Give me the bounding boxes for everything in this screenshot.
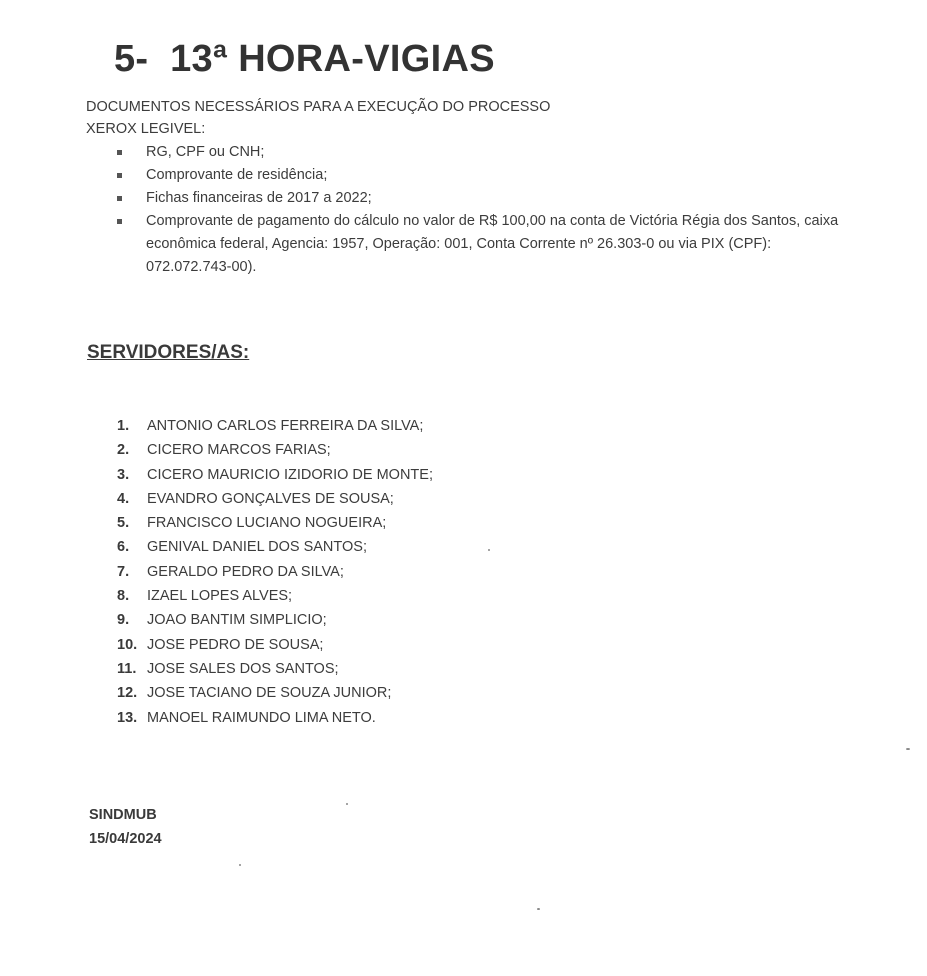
servidor-name: FRANCISCO LUCIANO NOGUEIRA; [147, 515, 387, 532]
item-number: 10. [117, 636, 138, 653]
item-number: 13. [117, 709, 138, 726]
square-bullet-icon [117, 196, 122, 201]
servidor-name: ANTONIO CARLOS FERREIRA DA SILVA; [147, 418, 424, 434]
item-number: 5. [117, 515, 130, 532]
item-number: 2. [117, 442, 130, 459]
scan-speck [488, 549, 490, 551]
requirement-text: RG, CPF ou CNH; [146, 144, 265, 160]
requirements-list [116, 141, 856, 279]
item-number: 8. [117, 588, 130, 605]
section-heading-servidores: SERVIDORES/AS: [87, 342, 250, 363]
servidor-name: IZAEL LOPES ALVES; [147, 588, 293, 605]
item-number: 3. [117, 466, 130, 483]
signature-org: SINDMUB [89, 807, 157, 823]
list-item [117, 535, 433, 559]
servidor-name: CICERO MARCOS FARIAS; [147, 442, 331, 459]
requirement-item [116, 210, 856, 279]
servidor-name: JOSE TACIANO DE SOUZA JUNIOR; [147, 685, 392, 702]
item-number: 7. [117, 563, 130, 580]
scan-speck [537, 908, 540, 910]
servidor-name: GENIVAL DANIEL DOS SANTOS; [147, 539, 367, 556]
scan-speck [906, 748, 910, 750]
requirement-text: Comprovante de residência; [146, 167, 328, 183]
document-title: 5- 13ª HORA-VIGIAS [114, 38, 495, 80]
requirement-item [116, 141, 856, 164]
item-number: 12. [117, 685, 138, 702]
requirement-text: Fichas financeiras de 2017 a 2022; [146, 190, 372, 206]
servidor-name: GERALDO PEDRO DA SILVA; [147, 563, 344, 580]
square-bullet-icon [117, 150, 122, 155]
signature-block [89, 803, 162, 851]
servidores-list [117, 414, 433, 730]
list-item [117, 511, 433, 535]
servidor-name: MANOEL RAIMUNDO LIMA NETO. [147, 709, 376, 726]
list-item [117, 438, 433, 462]
intro-block [86, 96, 550, 140]
signature-date: 15/04/2024 [89, 831, 162, 847]
item-number: 1. [117, 418, 130, 434]
servidor-name: JOAO BANTIM SIMPLICIO; [147, 612, 327, 629]
requirement-item [116, 187, 856, 210]
list-item [117, 608, 433, 632]
square-bullet-icon [117, 173, 122, 178]
list-item [117, 706, 433, 730]
scan-speck [239, 864, 241, 866]
list-item [117, 681, 433, 705]
item-number: 11. [117, 660, 137, 677]
list-item [117, 463, 433, 487]
square-bullet-icon [117, 219, 122, 224]
list-item [117, 657, 433, 681]
item-number: 6. [117, 539, 130, 556]
scan-speck [346, 803, 348, 805]
list-item [117, 633, 433, 657]
intro-subheading: XEROX LEGIVEL: [86, 121, 206, 137]
servidor-name: JOSE PEDRO DE SOUSA; [147, 636, 324, 653]
list-item [117, 487, 433, 511]
list-item [117, 414, 433, 438]
servidor-name: EVANDRO GONÇALVES DE SOUSA; [147, 490, 394, 507]
requirement-item [116, 164, 856, 187]
item-number: 4. [117, 490, 130, 507]
intro-heading: DOCUMENTOS NECESSÁRIOS PARA A EXECUÇÃO DO PROCESSO [86, 99, 551, 115]
item-number: 9. [117, 612, 130, 629]
servidor-name: JOSE SALES DOS SANTOS; [147, 660, 339, 677]
list-item [117, 584, 433, 608]
servidor-name: CICERO MAURICIO IZIDORIO DE MONTE; [147, 466, 433, 483]
requirement-text: Comprovante de pagamento do cálculo no valor de R$ 100,00 na conta de Victória Régia dos Santos, caixa econômica federal, Agencia: 1957, Operação: 001, Conta Corrente nº 26.303-0 ou via PIX (CPF): 072.072.743-00). [146, 213, 839, 275]
list-item [117, 560, 433, 584]
